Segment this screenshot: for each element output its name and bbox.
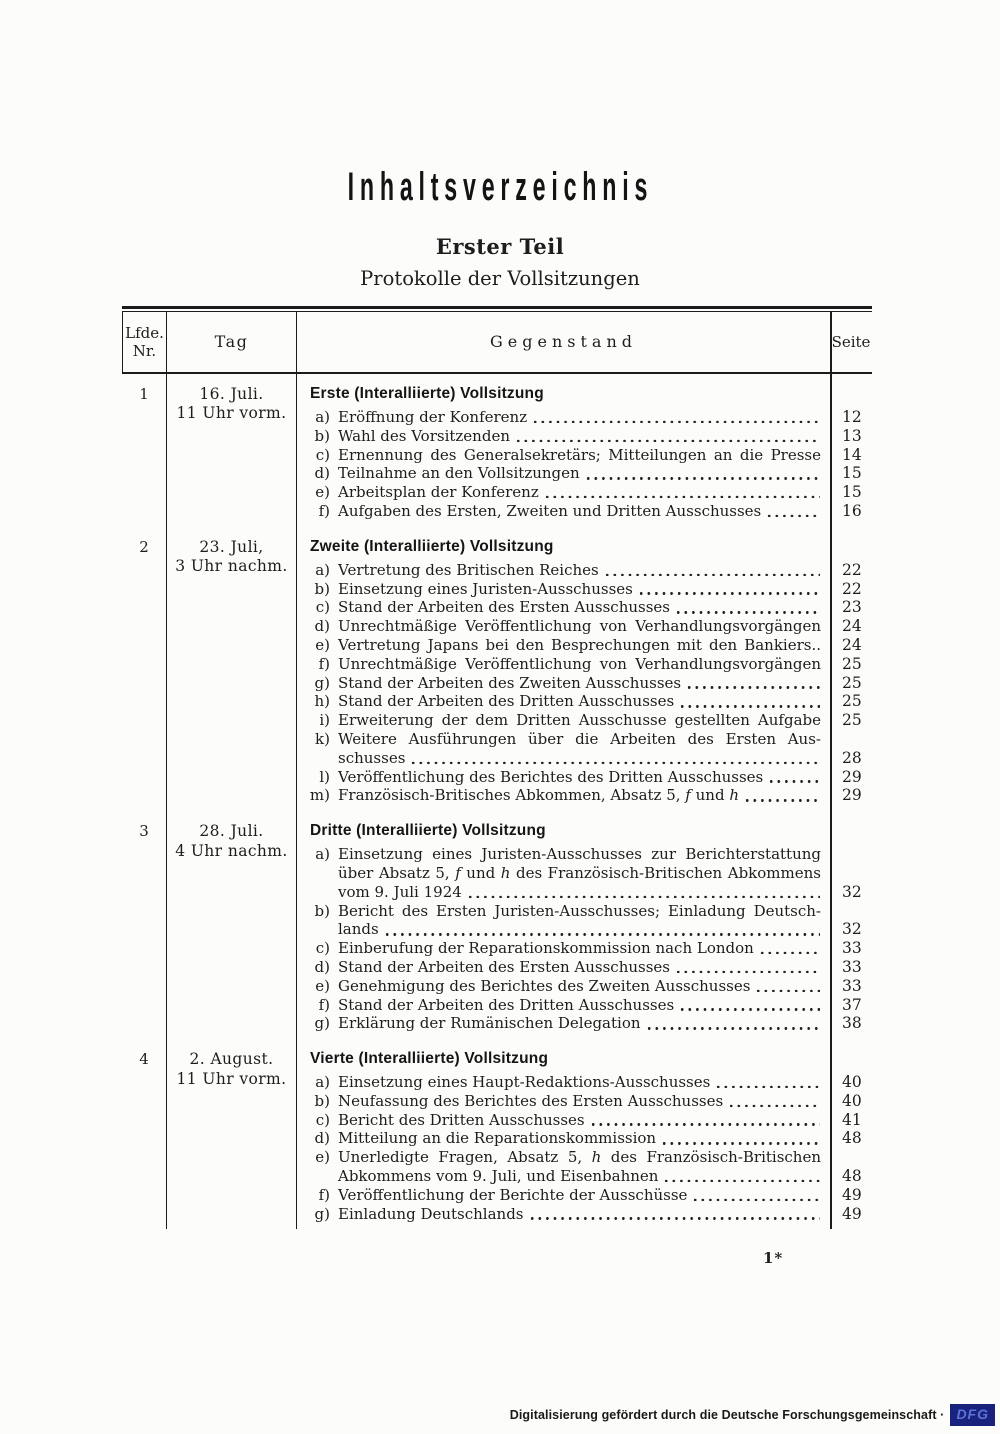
- item-page-number: 22: [842, 579, 862, 598]
- item-page-number: 23: [842, 598, 862, 617]
- toc-item: [297, 977, 872, 996]
- toc-item: [297, 427, 872, 446]
- item-page-number: 25: [842, 692, 862, 711]
- toc-item: [297, 408, 872, 427]
- item-text: Arbeitsplan der Konferenz: [338, 483, 830, 502]
- item-label: g): [314, 1204, 330, 1223]
- dot-leader: [468, 895, 820, 900]
- dot-leader: [533, 420, 820, 425]
- dot-leader: [767, 514, 820, 519]
- item-page-number: 29: [842, 767, 862, 786]
- toc-item: [297, 692, 872, 711]
- dot-leader: [411, 761, 820, 766]
- item-text: Unerledigte Fragen, Absatz 5, h des Französisch-Britischen Abkommens vom 9. Juli, und Eisenbahnen: [338, 1148, 821, 1186]
- item-label: e): [315, 1148, 330, 1167]
- item-text: Wahl des Vorsitzenden: [338, 427, 830, 446]
- toc-item: [297, 1014, 872, 1033]
- toc-item: [297, 655, 872, 674]
- item-text: Bericht des Dritten Ausschusses: [338, 1111, 830, 1130]
- item-page-number: 33: [842, 976, 862, 995]
- toc-item: [297, 502, 872, 521]
- item-page-number: 49: [842, 1185, 862, 1204]
- dot-leader: [756, 989, 820, 994]
- item-page-number: 49: [842, 1204, 862, 1223]
- session-title: Vierte (Interalliierte) Vollsitzung: [310, 1050, 549, 1068]
- item-label: c): [315, 598, 330, 617]
- toc-item: [297, 1186, 872, 1205]
- item-text: Erklärung der Rumänischen Delegation: [338, 1014, 830, 1033]
- item-page-number: 38: [842, 1014, 862, 1033]
- item-page-number: 41: [842, 1110, 862, 1129]
- printer-signature-mark: 1*: [763, 1249, 784, 1267]
- item-page-number: 48: [842, 1129, 862, 1148]
- item-text: Einsetzung eines Juristen-Ausschusses: [338, 580, 830, 599]
- item-page-number: 22: [842, 560, 862, 579]
- item-page-number: 40: [842, 1091, 862, 1110]
- item-label: c): [315, 1110, 330, 1129]
- toc-item: [297, 674, 872, 693]
- session-date: 23. Juli, 3 Uhr nachm.: [167, 527, 297, 811]
- toc-item: [297, 730, 872, 768]
- toc-item: [297, 561, 872, 580]
- page-title: [0, 0, 1000, 208]
- item-label: f): [318, 995, 330, 1014]
- part-title: Erster Teil: [435, 234, 565, 259]
- item-label: c): [315, 445, 330, 464]
- session-title: Dritte (Interalliierte) Vollsitzung: [310, 822, 546, 840]
- item-page-number: 25: [842, 654, 862, 673]
- item-text: Aufgaben des Ersten, Zweiten und Dritten Ausschusses: [338, 502, 830, 521]
- item-label: l): [319, 767, 330, 786]
- item-label: f): [318, 654, 330, 673]
- toc-item: [297, 1111, 872, 1130]
- session-date: 28. Juli. 4 Uhr nachm.: [167, 811, 297, 1039]
- session-content: [297, 1039, 872, 1229]
- item-page-number: 28: [842, 748, 862, 767]
- item-text: Ernennung des Generalsekretärs; Mitteilungen an die Presse: [338, 445, 821, 464]
- item-text: Stand der Arbeiten des Zweiten Ausschusses: [338, 674, 830, 693]
- item-text: Stand der Arbeiten des Dritten Ausschusses: [338, 996, 830, 1015]
- item-label: g): [314, 673, 330, 692]
- item-label: b): [314, 1091, 330, 1110]
- toc-table: [122, 306, 872, 1229]
- toc-item: [297, 446, 872, 465]
- item-text: Bericht des Ersten Juristen-Ausschusses; Einladung Deutsch- lands: [338, 901, 821, 939]
- item-label: a): [315, 845, 330, 864]
- item-label: c): [315, 939, 330, 958]
- dot-leader: [639, 591, 820, 596]
- dot-leader: [545, 495, 820, 500]
- toc-item: [297, 996, 872, 1015]
- item-label: a): [315, 407, 330, 426]
- item-text: Französisch-Britisches Abkommen, Absatz 5, f und h: [338, 786, 830, 805]
- dot-leader: [586, 476, 820, 481]
- session-number: 4: [122, 1039, 167, 1229]
- item-label: k): [315, 729, 330, 748]
- toc-item: [297, 845, 872, 901]
- col-header-tag: Tag: [167, 312, 297, 374]
- session-date: 16. Juli. 11 Uhr vorm.: [167, 374, 297, 527]
- item-text: Stand der Arbeiten des Ersten Ausschusses: [338, 958, 830, 977]
- item-label: g): [314, 1014, 330, 1033]
- session-number: 2: [122, 527, 167, 811]
- dot-leader: [530, 1216, 821, 1221]
- col-header-gegenstand-seite: [297, 312, 872, 374]
- toc-item: [297, 902, 872, 940]
- dot-leader: [680, 704, 820, 709]
- item-label: f): [318, 1185, 330, 1204]
- item-label: d): [314, 1129, 330, 1148]
- toc-item: [297, 711, 872, 730]
- item-label: d): [314, 957, 330, 976]
- item-label: b): [314, 901, 330, 920]
- toc-item: [297, 1073, 872, 1092]
- toc-item: [297, 464, 872, 483]
- item-label: m): [309, 786, 330, 805]
- item-page-number: 48: [842, 1167, 862, 1186]
- item-text: Weitere Ausführungen über die Arbeiten des Ersten Aus- schusses: [338, 729, 821, 767]
- credit-text: Digitalisierung gefördert durch die Deutsche Forschungsgemeinschaft ·: [509, 1408, 945, 1422]
- item-page-number: 13: [842, 426, 862, 445]
- item-label: h): [314, 692, 330, 711]
- page-title-text: Inhaltsverzeichnis: [347, 165, 653, 209]
- item-text: Neufassung des Berichtes des Ersten Ausschusses: [338, 1092, 830, 1111]
- col-header-gegenstand: Gegenstand: [490, 332, 637, 352]
- toc-item: [297, 786, 872, 805]
- toc-item: [297, 483, 872, 502]
- item-page-number: 32: [842, 920, 862, 939]
- item-page-number: 24: [842, 617, 862, 636]
- item-text: Veröffentlichung der Berichte der Ausschüsse: [338, 1186, 830, 1205]
- col-header-lfde-nr: [122, 312, 167, 374]
- item-text: Veröffentlichung des Berichtes des Dritten Ausschusses: [338, 768, 830, 787]
- item-text: Unrechtmäßige Veröffentlichung von Verhandlungsvorgängen: [338, 654, 821, 673]
- dot-leader: [745, 798, 820, 803]
- digitization-credit: [510, 1404, 995, 1426]
- item-text: Stand der Arbeiten des Dritten Ausschusses: [338, 692, 830, 711]
- item-page-number: 15: [842, 483, 862, 502]
- item-page-number: 15: [842, 464, 862, 483]
- toc-item: [297, 580, 872, 599]
- toc-item: [297, 598, 872, 617]
- dot-leader: [662, 1141, 820, 1146]
- session-number: 3: [122, 811, 167, 1039]
- toc-grid: [122, 312, 872, 1229]
- col-header-seite: Seite: [831, 332, 871, 351]
- dot-leader: [680, 1007, 820, 1012]
- dot-leader: [591, 1122, 820, 1127]
- toc-item: [297, 1205, 872, 1224]
- item-label: e): [315, 483, 330, 502]
- toc-item: [297, 617, 872, 636]
- session-title: Erste (Interalliierte) Vollsitzung: [310, 384, 544, 402]
- item-text: Genehmigung des Berichtes des Zweiten Ausschusses: [338, 977, 830, 996]
- session-content: [297, 527, 872, 811]
- item-text: Teilnahme an den Vollsitzungen: [338, 464, 830, 483]
- dot-leader: [516, 439, 820, 444]
- dot-leader: [676, 610, 820, 615]
- item-text: Vertretung Japans bei den Besprechungen mit den Bankiers..: [338, 635, 821, 654]
- item-label: d): [314, 617, 330, 636]
- session-content: [297, 811, 872, 1039]
- item-text: Vertretung des Britischen Reiches: [338, 561, 830, 580]
- item-page-number: 25: [842, 711, 862, 730]
- item-text: Einladung Deutschlands: [338, 1205, 830, 1224]
- dot-leader: [716, 1085, 820, 1090]
- item-text: Erweiterung der dem Dritten Ausschusse gestellten Aufgabe: [338, 711, 821, 730]
- item-text: Eröffnung der Konferenz: [338, 408, 830, 427]
- item-label: e): [315, 635, 330, 654]
- toc-item: [297, 1148, 872, 1186]
- dot-leader: [605, 573, 820, 578]
- col-header-nr: Nr.: [132, 341, 157, 360]
- session-title: Zweite (Interalliierte) Vollsitzung: [310, 537, 554, 555]
- item-page-number: 14: [842, 445, 862, 464]
- dot-leader: [687, 685, 820, 690]
- item-text: Mitteilung an die Reparationskommission: [338, 1129, 830, 1148]
- item-page-number: 24: [842, 635, 862, 654]
- item-label: b): [314, 579, 330, 598]
- dot-leader: [769, 779, 820, 784]
- part-subtitle: Protokolle der Vollsitzungen: [360, 267, 640, 290]
- item-page-number: 29: [842, 786, 862, 805]
- dot-leader: [729, 1104, 820, 1109]
- item-page-number: 25: [842, 673, 862, 692]
- toc-item: [297, 939, 872, 958]
- toc-item: [297, 958, 872, 977]
- item-page-number: 33: [842, 957, 862, 976]
- dot-leader: [760, 951, 820, 956]
- item-text: Einsetzung eines Haupt-Redaktions-Ausschusses: [338, 1073, 830, 1092]
- toc-item: [297, 768, 872, 787]
- dot-leader: [693, 1198, 820, 1203]
- item-label: i): [319, 711, 330, 730]
- item-label: b): [314, 426, 330, 445]
- item-page-number: 37: [842, 995, 862, 1014]
- session-number: 1: [122, 374, 167, 527]
- item-label: e): [315, 976, 330, 995]
- item-text: Stand der Arbeiten des Ersten Ausschusses: [338, 598, 830, 617]
- session-content: [297, 374, 872, 527]
- dot-leader: [647, 1026, 820, 1031]
- dot-leader: [385, 932, 820, 937]
- item-text: Unrechtmäßige Veröffentlichung von Verhandlungsvorgängen: [338, 617, 821, 636]
- toc-item: [297, 636, 872, 655]
- item-label: f): [318, 501, 330, 520]
- item-page-number: 16: [842, 501, 862, 520]
- item-label: a): [315, 1073, 330, 1092]
- dot-leader: [664, 1179, 820, 1184]
- session-date: 2. August. 11 Uhr vorm.: [167, 1039, 297, 1229]
- toc-item: [297, 1129, 872, 1148]
- item-label: a): [315, 560, 330, 579]
- item-text: Einberufung der Reparationskommission nach London: [338, 939, 830, 958]
- item-text: Einsetzung eines Juristen-Ausschusses zur Berichterstattung über Absatz 5, f und h des Französisch-Britischen Abkommens vom 9. Juli 1924: [338, 845, 821, 901]
- toc-item: [297, 1092, 872, 1111]
- item-page-number: 40: [842, 1073, 862, 1092]
- item-label: d): [314, 464, 330, 483]
- table-top-rule-thick: [122, 306, 872, 309]
- dfg-logo: DFG: [950, 1404, 995, 1426]
- dot-leader: [676, 970, 820, 975]
- col-header-lfde: Lfde.: [125, 323, 164, 342]
- item-page-number: 12: [842, 407, 862, 426]
- item-page-number: 33: [842, 939, 862, 958]
- item-page-number: 32: [842, 882, 862, 901]
